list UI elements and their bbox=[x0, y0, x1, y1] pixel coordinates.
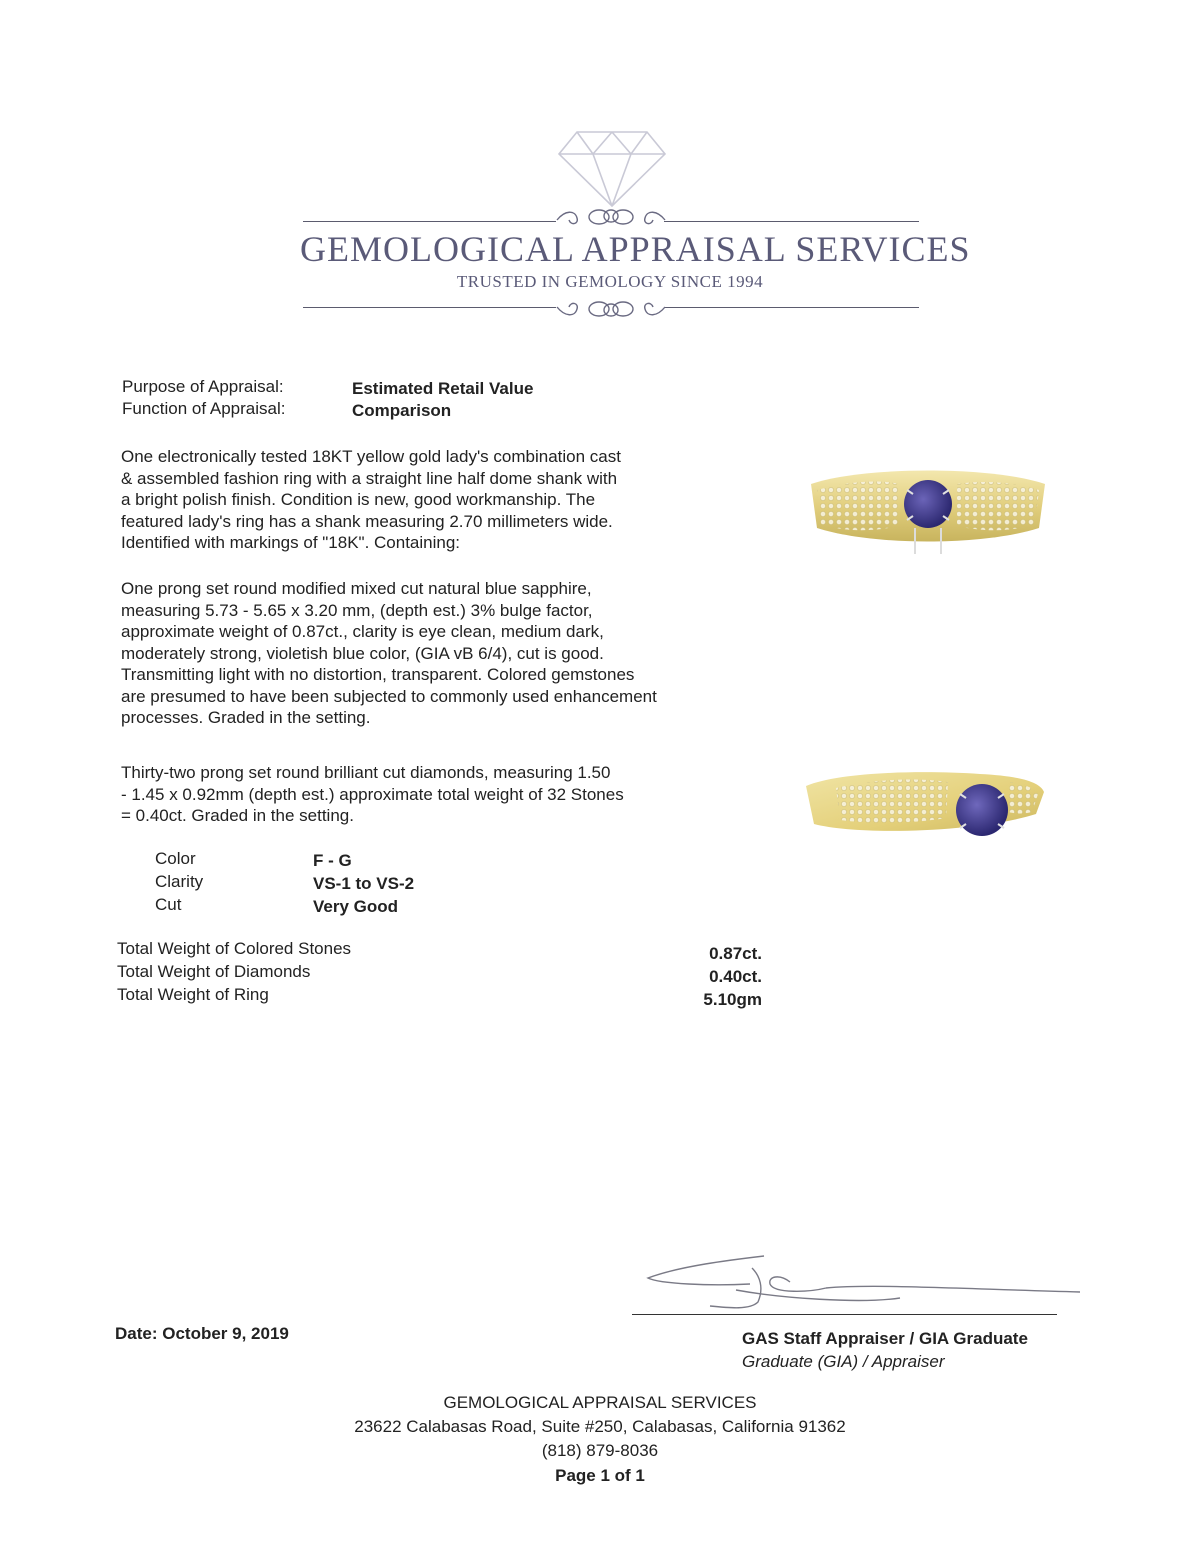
grade-value-clarity: VS-1 to VS-2 bbox=[313, 874, 415, 893]
footer-company: GEMOLOGICAL APPRAISAL SERVICES bbox=[443, 1393, 757, 1412]
logo-rule-bottom-left bbox=[303, 307, 556, 308]
ring-description-line: & assembled fashion ring with a straight line half dome shank with bbox=[121, 468, 618, 488]
company-tagline: TRUSTED IN GEMOLOGY SINCE 1994 bbox=[456, 272, 764, 291]
total-ring-value: 5.10gm bbox=[703, 990, 762, 1009]
page-number: Page 1 of 1 bbox=[555, 1466, 645, 1485]
diamonds-description-line: - 1.45 x 0.92mm (depth est.) approximate total weight of 32 Stones bbox=[121, 784, 624, 804]
appraisal-date: Date: October 9, 2019 bbox=[115, 1324, 289, 1343]
function-label: Function of Appraisal: bbox=[122, 399, 286, 418]
sapphire-description-line: approximate weight of 0.87ct., clarity is eye clean, medium dark, bbox=[121, 622, 604, 641]
company-logo-name: GEMOLOGICAL APPRAISAL SERVICES bbox=[300, 229, 971, 269]
flourish-ornament bbox=[551, 297, 671, 319]
grade-label-cut: Cut bbox=[155, 895, 182, 914]
grade-value-cut: Very Good bbox=[313, 897, 399, 916]
flourish-ornament bbox=[551, 206, 671, 228]
grade-value-color: F - G bbox=[313, 851, 352, 870]
diamonds-description bbox=[121, 762, 761, 827]
ring-description-line: Identified with markings of "18K". Containing: bbox=[121, 533, 461, 552]
purpose-label: Purpose of Appraisal: bbox=[122, 377, 284, 396]
grade-label-color: Color bbox=[155, 849, 196, 868]
total-colored-value: 0.87ct. bbox=[709, 944, 762, 963]
grade-label-clarity: Clarity bbox=[155, 872, 204, 891]
signature-line bbox=[632, 1314, 1057, 1315]
total-diamonds-value: 0.40ct. bbox=[709, 967, 762, 986]
logo-rule-top-right bbox=[664, 221, 919, 222]
footer-phone: (818) 879-8036 bbox=[541, 1441, 659, 1460]
appraiser-subtitle: Graduate (GIA) / Appraiser bbox=[742, 1352, 945, 1371]
sapphire-description-line: One prong set round modified mixed cut natural blue sapphire, bbox=[121, 579, 592, 598]
appraiser-title: GAS Staff Appraiser / GIA Graduate bbox=[742, 1329, 1028, 1348]
ring-description-line: featured lady's ring has a shank measuring 2.70 millimeters wide. bbox=[121, 511, 613, 531]
sapphire-description-line: moderately strong, violetish blue color, (GIA vB 6/4), cut is good. bbox=[121, 643, 604, 663]
diamonds-description-line: = 0.40ct. Graded in the setting. bbox=[121, 806, 354, 825]
ring-description-line: a bright polish finish. Condition is new, good workmanship. The bbox=[121, 490, 596, 509]
footer-address: 23622 Calabasas Road, Suite #250, Calabasas, California 91362 bbox=[354, 1417, 846, 1436]
sapphire-description-line: Transmitting light with no distortion, transparent. Colored gemstones bbox=[121, 665, 635, 684]
logo-rule-top-left bbox=[303, 221, 556, 222]
signature-scribble bbox=[640, 1248, 1090, 1318]
ring-photo-front bbox=[803, 462, 1053, 562]
sapphire-description-line: processes. Graded in the setting. bbox=[121, 708, 371, 727]
ring-photo-angle bbox=[800, 752, 1050, 852]
ring-description-line: One electronically tested 18KT yellow gold lady's combination cast bbox=[121, 447, 621, 466]
total-diamonds-label: Total Weight of Diamonds bbox=[117, 962, 311, 981]
total-ring-label: Total Weight of Ring bbox=[117, 985, 269, 1004]
sapphire-description bbox=[121, 578, 761, 729]
sapphire-description-line: measuring 5.73 - 5.65 x 3.20 mm, (depth est.) 3% bulge factor, bbox=[121, 600, 593, 620]
total-colored-label: Total Weight of Colored Stones bbox=[117, 939, 352, 958]
diamond-outline-icon bbox=[555, 128, 669, 208]
function-value: Comparison bbox=[352, 401, 452, 420]
ring-description bbox=[121, 446, 761, 554]
purpose-value: Estimated Retail Value bbox=[352, 379, 534, 398]
sapphire-description-line: are presumed to have been subjected to commonly used enhancement bbox=[121, 686, 657, 706]
diamonds-description-line: Thirty-two prong set round brilliant cut diamonds, measuring 1.50 bbox=[121, 763, 611, 782]
logo-rule-bottom-right bbox=[664, 307, 919, 308]
